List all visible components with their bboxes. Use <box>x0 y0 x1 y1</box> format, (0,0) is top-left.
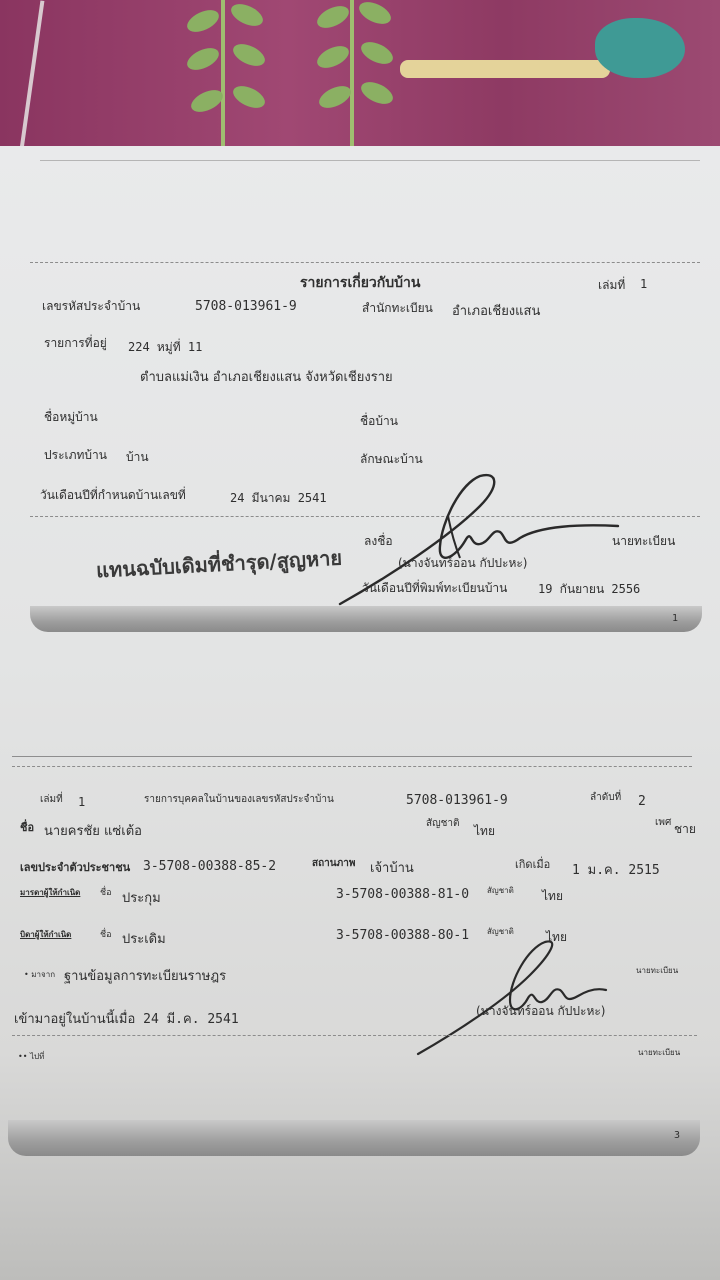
status-label: สถานภาพ <box>312 858 356 869</box>
birth-label: เกิดเมื่อ <box>515 858 551 871</box>
mother-name: ประกุม <box>122 891 161 906</box>
id-number: 3-5708-00388-85-2 <box>143 859 277 874</box>
registry-office: อำเภอเชียงแสน <box>452 304 541 319</box>
address-line2: ตำบลแม่เงิน อำเภอเชียงแสน จังหวัดเชียงราย <box>140 370 393 385</box>
card-top-border <box>30 262 700 263</box>
move-in-date: เข้ามาอยู่ในบ้านนี้เมื่อ 24 มี.ค. 2541 <box>14 1012 239 1027</box>
card2-bottom-strip <box>8 1120 700 1156</box>
top-rule <box>40 160 700 161</box>
nationality-label: สัญชาติ <box>426 818 460 829</box>
registrar-label: นายทะเบียน <box>612 534 676 548</box>
card2-top-dash <box>12 766 692 767</box>
father-nationality: ไทย <box>546 930 567 944</box>
registrar-name: (นางจันทร์ออน กัปปะหะ) <box>398 556 528 570</box>
assigned-date-label: วันเดือนปีที่กำหนดบ้านเลขที่ <box>40 488 186 502</box>
sex-label: เพศ <box>655 817 672 828</box>
house-code-label: เลขรหัสประจำบ้าน <box>42 299 141 313</box>
sign-label: ลงชื่อ <box>364 534 393 548</box>
registrar-name-2: (นางจันทร์ออน กัปปะหะ) <box>476 1004 606 1018</box>
replacement-stamp: แทนฉบับเดิมที่ชำรุด/สูญหาย <box>95 545 343 583</box>
father-label: บิดาผู้ให้กำเนิด <box>20 930 72 939</box>
father-name: ประเดิม <box>122 932 166 947</box>
person-list-title: รายการบุคคลในบ้านของเลขรหัสประจำบ้าน <box>144 794 334 805</box>
from-value: ฐานข้อมูลการทะเบียนราษฎร <box>64 969 227 984</box>
birth-date: 1 ม.ค. 2515 <box>572 863 660 878</box>
father-name-label: ชื่อ <box>100 930 112 940</box>
father-id: 3-5708-00388-80-1 <box>336 928 470 943</box>
house-name-label: ชื่อบ้าน <box>360 414 398 428</box>
card-title: รายการเกี่ยวกับบ้าน <box>300 275 421 291</box>
card2-divider <box>12 1035 697 1036</box>
document-paper <box>0 146 720 1280</box>
mother-name-label: ชื่อ <box>100 888 112 898</box>
card1-bottom-strip <box>30 606 702 632</box>
from-label: • มาจาก <box>24 970 56 979</box>
book-label-2: เล่มที่ <box>40 794 63 805</box>
house-code-2: 5708-013961-9 <box>406 793 508 808</box>
mother-label: มารดาผู้ให้กำเนิด <box>20 888 81 897</box>
card1-page-number: 1 <box>672 613 679 624</box>
address-line1: 224 หมู่ที่ 11 <box>128 340 203 354</box>
status: เจ้าบ้าน <box>370 861 414 876</box>
father-nationality-label: สัญชาติ <box>487 927 514 936</box>
registrar-signature <box>330 466 620 611</box>
name-label: ชื่อ <box>20 821 35 834</box>
book-label: เล่มที่ <box>598 278 626 292</box>
address-label: รายการที่อยู่ <box>44 336 107 350</box>
print-date: 19 กันยายน 2556 <box>538 582 641 596</box>
nationality: ไทย <box>474 824 495 838</box>
house-type-label: ประเภทบ้าน <box>44 448 107 462</box>
card2-page-number: 3 <box>674 1130 681 1141</box>
mother-nationality-label: สัญชาติ <box>487 886 514 895</box>
registrar-label-3: นายทะเบียน <box>638 1048 681 1057</box>
registrar-signature-2 <box>410 920 610 1060</box>
house-char-label: ลักษณะบ้าน <box>360 452 423 466</box>
registry-office-label: สำนักทะเบียน <box>362 301 433 315</box>
house-code: 5708-013961-9 <box>195 299 297 314</box>
order-label: ลำดับที่ <box>590 792 622 803</box>
order-number: 2 <box>638 794 646 809</box>
to-label: •• ไปที่ <box>18 1052 45 1061</box>
sex: ชาย <box>674 822 696 836</box>
print-date-label: วันเดือนปีที่พิมพ์ทะเบียนบ้าน <box>362 581 508 595</box>
village-label: ชื่อหมู่บ้าน <box>44 410 98 424</box>
person-name: นายครชัย แซ่เต้อ <box>44 824 142 839</box>
house-type: บ้าน <box>126 450 149 464</box>
card2-top-border <box>12 756 692 757</box>
book-number: 1 <box>640 277 648 291</box>
assigned-date: 24 มีนาคม 2541 <box>230 491 327 505</box>
mother-id: 3-5708-00388-81-0 <box>336 887 470 902</box>
book-number-2: 1 <box>78 795 86 809</box>
mother-nationality: ไทย <box>542 889 563 903</box>
registrar-label-2: นายทะเบียน <box>636 966 679 975</box>
id-label: เลขประจำตัวประชาชน <box>20 861 131 874</box>
fabric-background <box>0 0 720 150</box>
